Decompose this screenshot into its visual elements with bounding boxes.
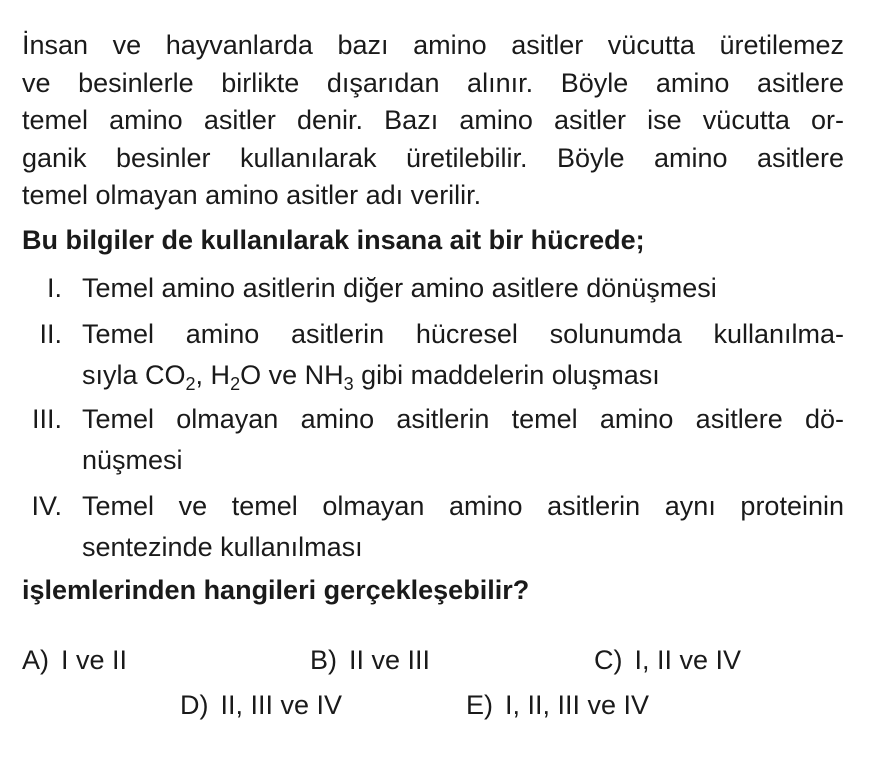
option-key: D) xyxy=(180,690,209,720)
statement-number: II. xyxy=(39,319,62,349)
statement-text: Temel amino asitlerin hücresel solunumda kullanılma- xyxy=(82,319,844,349)
statement-text: sentezinde kullanılması xyxy=(82,532,363,562)
statement-text: Temel amino asitlerin diğer amino asitlere dönüşmesi xyxy=(82,273,717,303)
statement-text: Temel ve temel olmayan amino asitlerin aynı proteinin xyxy=(82,491,844,521)
option-c[interactable] xyxy=(594,645,741,676)
option-text: I, II ve IV xyxy=(634,645,742,675)
option-text: II ve III xyxy=(349,645,431,675)
passage-line: temel amino asitler denir. Bazı amino asitler ise vücutta or- xyxy=(22,105,844,135)
option-key: A) xyxy=(22,645,49,675)
option-key: B) xyxy=(310,645,337,675)
statement-number: IV. xyxy=(31,491,62,521)
option-e[interactable] xyxy=(466,690,649,721)
passage xyxy=(22,27,844,215)
option-text: I, II, III ve IV xyxy=(505,690,650,720)
passage-line: İnsan ve hayvanlarda bazı amino asitler vücutta üretilemez xyxy=(22,30,844,60)
option-key: E) xyxy=(466,690,493,720)
statement-number: I. xyxy=(46,273,62,303)
option-a[interactable] xyxy=(22,645,127,676)
passage-line: temel olmayan amino asitler adı verilir. xyxy=(22,180,482,210)
statement-text-formula: sıyla $CO_2$, $H_2O$ ve $NH_3$ gibi maddelerin oluşması xyxy=(82,360,660,394)
option-key: C) xyxy=(594,645,623,675)
statement-number: III. xyxy=(31,404,62,434)
option-text: II, III ve IV xyxy=(220,690,343,720)
question-intro: Bu bilgiler de kullanılarak insana ait bir hücrede; xyxy=(22,225,645,255)
passage-line: ganik besinler kullanılarak üretilebilir. Böyle amino asitlere xyxy=(22,142,844,173)
statement-text: Temel olmayan amino asitlerin temel amino asitlere dö- xyxy=(82,404,844,434)
option-d[interactable] xyxy=(180,690,342,721)
passage-line: ve besinlerle birlikte dışarıdan alınır. Böyle amino asitlere xyxy=(22,67,844,98)
option-b[interactable] xyxy=(310,645,430,676)
statement-text: nüşmesi xyxy=(82,445,183,475)
option-text: I ve II xyxy=(61,645,128,675)
question-ending: işlemlerinden hangileri gerçekleşebilir? xyxy=(22,575,530,605)
